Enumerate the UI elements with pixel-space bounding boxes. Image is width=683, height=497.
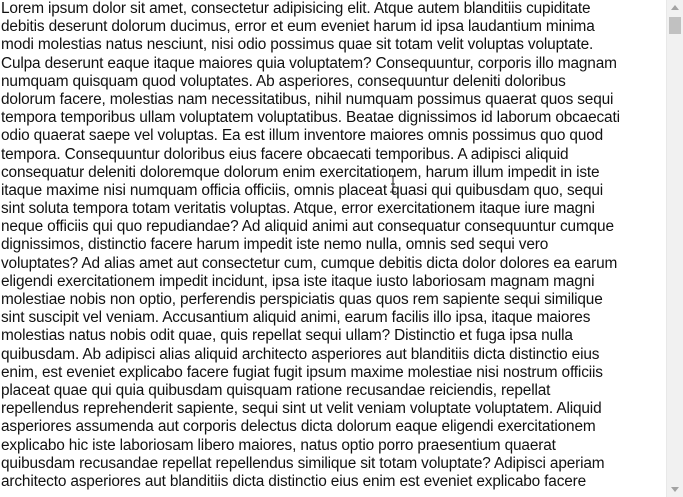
text-cursor-icon (389, 175, 397, 193)
text-line: dignissimos, distinctio facere harum impedit iste nemo nulla, omnis sed sequi vero (1, 236, 549, 254)
text-line: debitis deserunt dolorum ducimus, error et eum eveniet harum id ipsa laudantium minima (1, 18, 595, 36)
text-line: tempora temporibus ullam voluptatem voluptatibus. Beatae dignissimos id laborum obcaecati (1, 109, 620, 127)
chevron-down-icon[interactable] (671, 487, 679, 492)
scrollbar-thumb[interactable] (669, 17, 681, 34)
text-line: placeat quae qui quia quibusdam quisquam ratione recusandae reiciendis, repellat (1, 381, 551, 399)
vertical-scrollbar[interactable] (666, 0, 683, 497)
text-line: repellendus reprehenderit sapiente, sequi sint ut velit veniam voluptate voluptatem. Aliquid (1, 400, 602, 418)
text-line: eligendi exercitationem impedit incidunt, ipsa iste itaque iusto laboriosam magnam magni (1, 272, 595, 290)
text-line: architecto asperiores aut blanditiis dicta distinctio eius enim est eveniet explicabo facere (1, 472, 587, 490)
text-line: voluptates? Ad alias amet aut consectetur cum, cumque debitis dicta dolor dolores ea earum (1, 254, 618, 272)
text-line: quibusdam recusandae repellat repellendus similique sit totam voluptate? Adipisci aperiam (1, 454, 605, 472)
text-line: asperiores assumenda aut corporis delectus dicta dolorum eaque eligendi exercitationem (1, 418, 596, 436)
text-line: quibusdam. Ab adipisci alias aliquid architecto asperiores aut blanditiis dicta distinctio eius (1, 345, 600, 363)
text-line: numquam quisquam quod voluptates. Ab asperiores, consequuntur deleniti doloribus (1, 72, 566, 90)
text-line: consequatur deleniti doloremque dolorum enim exercitationem, harum illum impedit in iste (1, 163, 600, 181)
text-line: itaque maxime nisi numquam officia officiis, omnis placeat quasi qui quibusdam quo, sequi (1, 181, 604, 199)
text-line: dolorum facere, molestias nam necessitatibus, nihil numquam possimus quaerat quos sequi (1, 90, 614, 108)
chevron-up-icon[interactable] (671, 5, 679, 10)
text-line: neque officiis qui quo repudiandae? Ad aliquid animi aut consequatur consequuntur cumque (1, 218, 614, 236)
text-line: Culpa deserunt eaque itaque maiores quia voluptatem? Consequuntur, corporis illo magnam (1, 54, 617, 72)
text-line: explicabo hic iste laboriosam libero maiores, natus optio porro praesentium quaerat (1, 436, 556, 454)
text-line: Lorem ipsum dolor sit amet, consectetur adipisicing elit. Atque autem blanditiis cupiditate (1, 0, 591, 17)
text-line: odio quaerat saepe vel voluptas. Ea est illum inventore maiores omnis possimus quo quod (1, 127, 604, 145)
text-line: molestiae nobis non optio, perferendis perspiciatis quas quos rem sapiente sequi similique (1, 291, 603, 308)
text-line: modi molestias natus nesciunt, nisi odio possimus quae sit totam velit voluptas voluptate. (1, 36, 594, 54)
text-line: sint suscipit vel veniam. Accusantium aliquid animi, earum facilis illo ipsa, itaque maiores (1, 309, 591, 327)
text-line: tempora. Consequuntur doloribus eius facere obcaecati temporibus. A adipisci aliquid (1, 145, 569, 163)
text-line: sint soluta tempora totam veritatis voluptas. Atque, error exercitationem itaque iure magni (1, 200, 595, 218)
text-line: enim, est eveniet explicabo facere fugiat fugit ipsum maxime molestiae nisi nostrum officiis (1, 363, 603, 381)
text-line: molestias natus nobis odit quae, quis repellat sequi ullam? Distinctio et fuga ipsa nulla (1, 327, 573, 345)
